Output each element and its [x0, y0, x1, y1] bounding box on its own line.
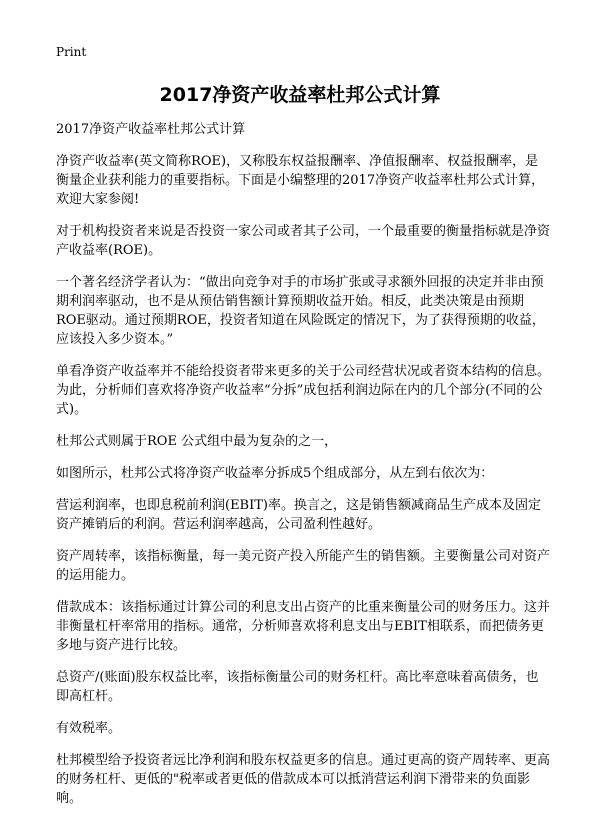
paragraph-asset-turnover: 资产周转率，该指标衡量，每一美元资产投入所能产生的销售额。主要衡量公司对资产的运用能力。 — [56, 549, 551, 583]
paragraph-conclusion: 杜邦模型给予投资者远比净利润和股东权益更多的信息。通过更高的资产周转率、更高的财务杠杆、更低的"税率或者更低的借款成本可以抵消营运利润下滑带来的负面影响。 — [56, 753, 551, 806]
paragraph-intro: 净资产收益率(英文简称ROE)，又称股东权益报酬率、净值报酬率、权益报酬率，是衡量企业获利能力的重要指标。下面是小编整理的2017净资产收益率杜邦公式计算，欢迎大家参阅! — [56, 154, 545, 207]
page-title: 2017净资产收益率杜邦公式计算 — [159, 84, 441, 106]
paragraph-investor: 对于机构投资者来说是否投资一家公司或者其子公司，一个最重要的衡量指标就是净资产收益率(ROE)。 — [56, 224, 551, 258]
paragraph-tax-rate: 有效税率。 — [56, 721, 122, 736]
paragraph-operating-margin: 营运利润率，也即息税前利润(EBIT)率。换言之，这是销售额减商品生产成本及固定资产摊销后的利润。营运利润率越高，公司盈利性越好。 — [56, 498, 541, 532]
article-body — [56, 120, 550, 821]
paragraph-dupont: 杜邦公式则属于ROE 公式组中最为复杂的之一， — [56, 434, 338, 449]
paragraph-breakdown: 单看净资产收益率并不能给投资者带来更多的关于公司经营状况或者资本结构的信息。为此，分析师们喜欢将净资产收益率“分拆”成包括利润边际在内的几个部分(不同的公式)。 — [56, 364, 551, 417]
print-link[interactable]: Print — [56, 45, 87, 59]
paragraph-leverage: 总资产/(账面)股东权益比率，该指标衡量公司的财务杠杆。高比率意味着高债务，也即高杠杆。 — [56, 670, 539, 704]
paragraph-quote: 一个著名经济学者认为：“做出向竞争对手的市场扩张或寻求额外回报的决定并非由预期利润率驱动，也不是从预估销售额计算预期收益开始。相反，此类决策是由预期ROE驱动。通过预期ROE，投资者知道在风险既定的情况下，为了获得预期的收益，应该投入多少资本。” — [56, 275, 545, 347]
paragraph-borrowing-cost: 借款成本：该指标通过计算公司的利息支出占资产的比重来衡量公司的财务压力。这并非衡量杠杆率常用的指标。通常，分析师喜欢将利息支出与EBIT相联系，而把债务更多地与资产进行比较。 — [56, 600, 551, 653]
article-subtitle: 2017净资产收益率杜邦公式计算 — [56, 122, 246, 137]
paragraph-components: 如图所示，杜邦公式将净资产收益率分拆成5个组成部分，从左到右依次为： — [56, 466, 494, 481]
